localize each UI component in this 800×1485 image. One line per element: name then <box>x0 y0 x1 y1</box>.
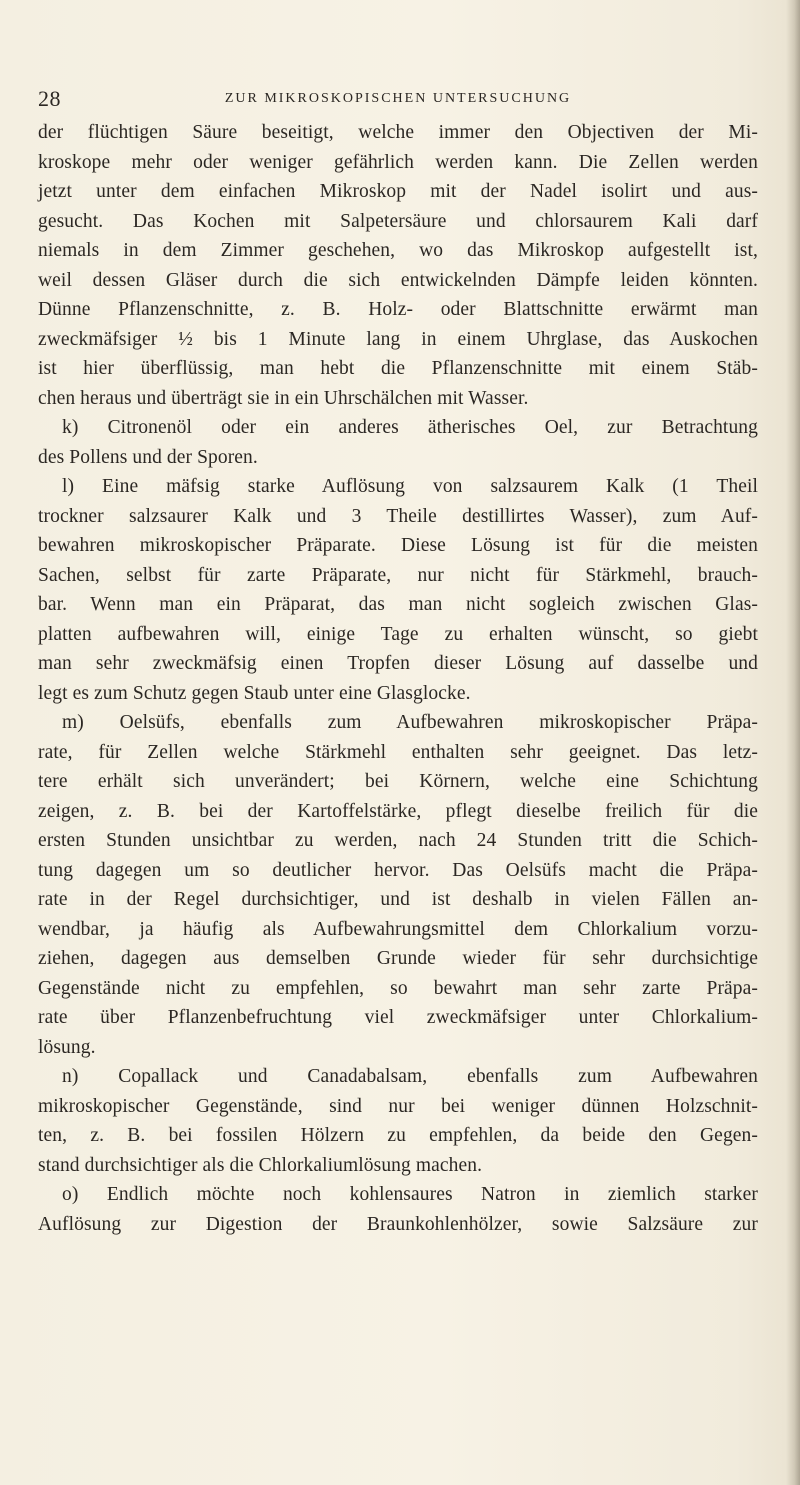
text-line: legt es zum Schutz gegen Staub unter eine Glasglocke. <box>38 682 471 704</box>
page-edge-shadow <box>786 0 800 1485</box>
running-head: ZUR MIKROSKOPISCHEN UNTERSUCHUNG <box>224 91 572 106</box>
text-line: Sachen, selbst für zarte Präparate, nur nicht für Stärkmehl, brauch- <box>38 564 758 586</box>
text-line: Auflösung zur Digestion der Braunkohlenhölzer, sowie Salzsäure zur <box>38 1213 758 1235</box>
page-number: 28 <box>38 86 61 111</box>
text-line: platten aufbewahren will, einige Tage zu erhalten wünscht, so giebt <box>38 623 758 645</box>
text-line: niemals in dem Zimmer geschehen, wo das Mikroskop aufgestellt ist, <box>38 240 758 261</box>
text-line: rate in der Regel durchsichtiger, und ist deshalb in vielen Fällen an- <box>38 889 758 910</box>
text-line: stand durchsichtiger als die Chlorkaliumlösung machen. <box>38 1154 483 1176</box>
text-line: des Pollens und der Sporen. <box>38 446 258 468</box>
text-line: chen heraus und überträgt sie in ein Uhrschälchen mit Wasser. <box>38 387 529 409</box>
text-line: der flüchtigen Säure beseitigt, welche immer den Objectiven der Mi- <box>38 122 758 143</box>
text-line: kroskope mehr oder weniger gefährlich werden kann. Die Zellen werden <box>38 151 758 173</box>
text-line: gesucht. Das Kochen mit Salpetersäure und chlorsaurem Kali darf <box>38 210 758 232</box>
text-line: weil dessen Gläser durch die sich entwickelnden Dämpfe leiden könnten. <box>38 269 758 291</box>
text-line: rate, für Zellen welche Stärkmehl enthalten sehr geeignet. Das letz- <box>38 741 758 763</box>
paragraph-n-line: n) Copallack und Canadabalsam, ebenfalls zum Aufbewahren <box>62 1066 758 1087</box>
text-line: ten, z. B. bei fossilen Hölzern zu empfehlen, da beide den Gegen- <box>38 1125 758 1146</box>
text-line: rate über Pflanzenbefruchtung viel zweckmäfsiger unter Chlorkalium- <box>38 1007 758 1028</box>
text-line: mikroskopischer Gegenstände, sind nur bei weniger dünnen Holzschnit- <box>38 1095 758 1117</box>
paragraph-l-line: l) Eine mäfsig starke Auflösung von salzsaurem Kalk (1 Theil <box>62 476 758 497</box>
page-header <box>38 86 758 116</box>
text-line: trockner salzsaurer Kalk und 3 Theile destillirtes Wasser), zum Auf- <box>38 505 758 527</box>
text-line: zeigen, z. B. bei der Kartoffelstärke, pflegt dieselbe freilich für die <box>38 800 758 822</box>
paragraph-o-line: o) Endlich möchte noch kohlensaures Natron in ziemlich starker <box>62 1184 758 1205</box>
text-line: tere erhält sich unverändert; bei Körnern, welche eine Schichtung <box>38 771 758 792</box>
text-line: lösung. <box>38 1036 96 1058</box>
text-line: jetzt unter dem einfachen Mikroskop mit der Nadel isolirt und aus- <box>38 181 758 202</box>
text-line: man sehr zweckmäfsig einen Tropfen dieser Lösung auf dasselbe und <box>38 653 758 674</box>
text-line: bewahren mikroskopischer Präparate. Diese Lösung ist für die meisten <box>38 535 758 556</box>
text-line: bar. Wenn man ein Präparat, das man nicht sogleich zwischen Glas- <box>38 594 758 615</box>
text-line: Gegenstände nicht zu empfehlen, so bewahrt man sehr zarte Präpa- <box>38 977 758 999</box>
text-line: ersten Stunden unsichtbar zu werden, nach 24 Stunden tritt die Schich- <box>38 830 758 851</box>
text-line: zweckmäfsiger ½ bis 1 Minute lang in einem Uhrglase, das Auskochen <box>38 328 758 350</box>
paragraph-m-line: m) Oelsüfs, ebenfalls zum Aufbewahren mikroskopischer Präpa- <box>62 712 758 733</box>
text-line: tung dagegen um so deutlicher hervor. Das Oelsüfs macht die Präpa- <box>38 859 758 881</box>
body-text <box>38 118 758 1239</box>
text-line: ziehen, dagegen aus demselben Grunde wieder für sehr durchsichtige <box>38 948 758 969</box>
text-line: wendbar, ja häufig als Aufbewahrungsmittel dem Chlorkalium vorzu- <box>38 918 758 940</box>
text-line: Dünne Pflanzenschnitte, z. B. Holz- oder Blattschnitte erwärmt man <box>38 299 758 320</box>
text-line: ist hier überflüssig, man hebt die Pflanzenschnitte mit einem Stäb- <box>38 358 758 379</box>
paragraph-k-line: k) Citronenöl oder ein anderes ätherisches Oel, zur Betrachtung <box>62 417 758 438</box>
